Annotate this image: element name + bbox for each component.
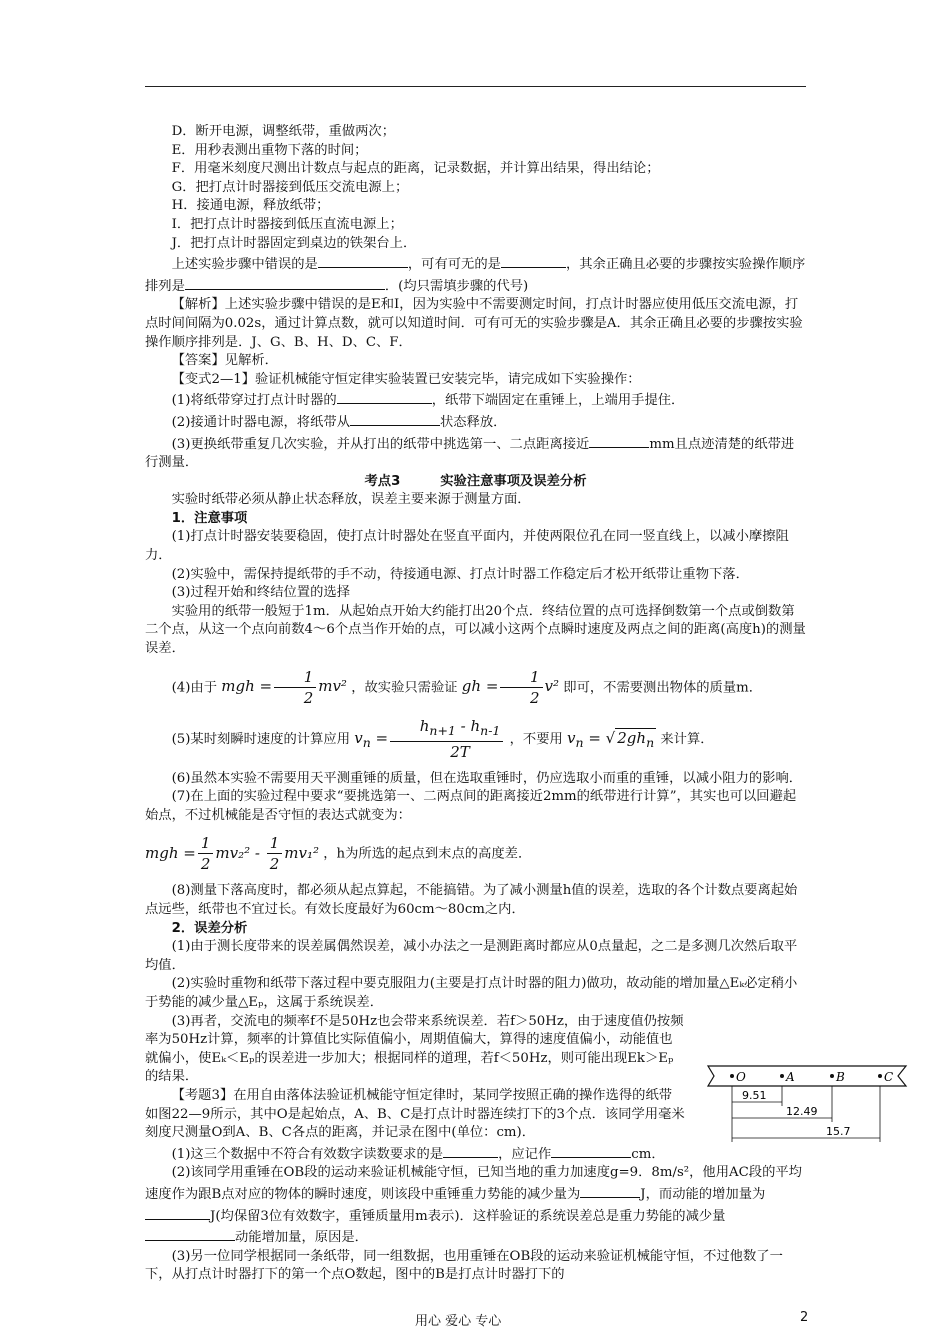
question-steps: 上述实验步骤中错误的是 ，可有可无的是 ，其余正确且必要的步骤按实验操作顺序排列是 ．(均只需填步骤的代号) xyxy=(145,253,806,296)
subheading-notes: 1．注意事项 xyxy=(171,510,248,526)
blank-exam-1a[interactable] xyxy=(443,1143,498,1158)
note-1: (1)打点计时器安装要稳固，使打点计时器处在竖直平面内，并使两限位孔在同一竖直线上，以减小摩擦阻力． xyxy=(145,529,789,564)
step-j: J．把打点计时器固定到桌边的铁架台上． xyxy=(171,235,417,251)
blank-exam-2b[interactable] xyxy=(145,1205,210,1220)
tape-point-c xyxy=(878,1074,882,1078)
note-3-detail: 实验用的纸带一般短于1m．从起始点开始大约能打出20个点．终结位置的点可选择倒数第一个点或倒数第二个点，从这一个点向前数4～6个点当作开始的点，可以减小这两个点瞬时速度及两点之间的距离(高度h)的测量误差． xyxy=(145,603,806,657)
error-2: (2)实验时重物和纸带下落过程中要克服阻力(主要是打点计时器的阻力)做功，故动能的增加量△Eₖ必定稍小于势能的减少量△Eₚ，这属于系统误差． xyxy=(145,976,798,1010)
step-h: H．接通电源，释放纸带； xyxy=(171,198,330,214)
formula-sqrt: $v_n$ = √ $2gh_n$ xyxy=(567,728,655,750)
analysis-text: 【解析】上述实验步骤中错误的是E和I，因为实验中不需要测定时间，打点计时器应使用低压交流电源，打点时间间隔为0.02s，通过计算点数，就可以知道时间．可有可无的实验步骤是A．其余正确且必要的步骤按实验操作顺序排列是．J、G、B、H、D、C、F． xyxy=(145,297,803,350)
variant-q2: (2)接通计时器电源，将纸带从 状态释放． xyxy=(145,411,806,433)
variant-q1: (1)将纸带穿过打点计时器的 ，纸带下端固定在重锤上，上端用手提住． xyxy=(145,389,806,411)
tape-distance-ob: 12.49 xyxy=(786,1105,818,1118)
formula-energy-diff: mgh = $\frac{1}{2}$ mv₂² - $\frac{1}{2}$ mv₁² xyxy=(145,834,319,874)
section-intro: 实验时纸带必须从静止状态释放，误差主要来源于测量方面． xyxy=(171,492,531,508)
tape-label-a: A xyxy=(786,1070,795,1084)
step-g: G．把打点计时器接到低压交流电源上； xyxy=(171,179,409,195)
answer-text: 【答案】见解析． xyxy=(171,353,278,369)
section-heading: 考点3 实验注意事项及误差分析 xyxy=(364,473,587,489)
subheading-errors: 2．误差分析 xyxy=(171,920,248,936)
note-4: (4)由于 mgh = $\frac{1}{2}$ mv² ，故实验只需验证 gh = $\frac{1}{2}$ v² 即可，不需要测出物体的质量m． xyxy=(171,667,763,707)
note-2: (2)实验中，需保持提纸带的手不动，待接通电源、打点计时器工作稳定后才松开纸带让重物下落． xyxy=(171,566,749,582)
formula-velocity: $v_n$ = $\frac{h_{n+1} - h_{n-1}}{2T}$ xyxy=(354,729,505,747)
blank-exam-2c[interactable] xyxy=(145,1226,235,1241)
blank-optional-steps[interactable] xyxy=(501,253,566,268)
step-e: E．用秒表测出重物下落的时间； xyxy=(171,142,368,158)
blank-order-steps[interactable] xyxy=(185,275,385,290)
exam-title: 【考题3】在用自由落体法验证机械能守恒定律时，某同学按照正确的操作选得的纸带如图22—9所示，其中O是起始点，A、B、C是打点计时器连续打下的3个点．该同学用毫米刻度尺测量O到A、B、C各点的距离，并记录在图中(单位：cm)． xyxy=(145,1087,685,1141)
blank-wrong-steps[interactable] xyxy=(318,253,408,268)
formula-verify: gh = $\frac{1}{2}$ v² xyxy=(461,667,560,707)
tape-distance-oc: 15.7 xyxy=(826,1125,851,1138)
note-7-formula: mgh = $\frac{1}{2}$ mv₂² - $\frac{1}{2}$ mv₁² ，h为所选的起点到末点的高度差． xyxy=(145,834,532,874)
tape-label-c: C xyxy=(884,1070,894,1084)
note-8: (8)测量下落高度时，都必须从起点算起，不能搞错。为了减小测量h值的误差，选取的各个计数点要离起始点远些，纸带也不宜过长。有效长度最好为60cm～80cm之内． xyxy=(145,883,798,917)
step-d: D．断开电源，调整纸带，重做两次； xyxy=(171,124,396,139)
variant-title: 【变式2—1】验证机械能守恒定律实验装置已安装完毕，请完成如下实验操作： xyxy=(171,371,641,387)
exam-q1: (1)这三个数据中不符合有效数字读数要求的是 ，应记作 cm． xyxy=(145,1143,806,1165)
note-3: (3)过程开始和终结位置的选择 xyxy=(171,585,350,601)
blank-exam-1b[interactable] xyxy=(551,1143,631,1158)
step-i: I．把打点计时器接到低压直流电源上； xyxy=(171,216,403,232)
note-7: (7)在上面的实验过程中要求“要挑选第一、二两点间的距离接近2mm的纸带进行计算”，其实也可以回避起始点，不过机械能是否守恒的表达式就变为： xyxy=(145,789,797,823)
paper-tape-figure xyxy=(702,1062,912,1152)
exam-q3: (3)另一位同学根据同一条纸带，同一组数据，也用重锤在OB段的运动来验证机械能守恒，不过他数了一下，从打点计时器打下的第一个点O数起，图中的B是打点计时器打下的 xyxy=(145,1248,783,1283)
exam-q2: (2)该同学用重锤在OB段的运动来验证机械能守恒，已知当地的重力加速度g=9．8m/s²，他用AC段的平均速度作为跟B点对应的物体的瞬时速度，则该段中重锤重力势能的减少量为 J，而动能的增加量为J(均保留3位有效数字，重锤质量用m表示)．这样验证的系统误差总是重力势能的减少量动能增加量，原因是． xyxy=(145,1165,802,1246)
blank-variant-3[interactable] xyxy=(589,433,649,448)
blank-variant-2[interactable] xyxy=(350,411,440,426)
page-number: 2 xyxy=(800,1310,809,1325)
variant-q3: (3)更换纸带重复几次实验，并从打出的纸带中挑选第一、二点距离接近 mm且点迹清楚的纸带进行测量． xyxy=(145,433,806,473)
step-f: F．用毫米刻度尺测出计数点与起点的距离，记录数据，并计算出结果，得出结论； xyxy=(171,161,660,177)
tape-label-o: O xyxy=(736,1070,746,1084)
blank-exam-2a[interactable] xyxy=(580,1183,640,1198)
error-3: (3)再者，交流电的频率f不是50Hz也会带来系统误差．若f＞50Hz，由于速度值仍按频率为50Hz计算，频率的计算值比实际值偏小，周期值偏大，算得的速度值偏小，动能值也就偏小，使Eₖ＜Eₚ的误差进一步加大；根据同样的道理，若f＜50Hz，则可能出现Ek＞Eₚ的结果． xyxy=(145,1013,684,1085)
footer-slogan: 用心 爱心 专心 xyxy=(415,1314,502,1329)
tape-point-b xyxy=(830,1074,834,1078)
tape-distance-oa: 9.51 xyxy=(742,1089,767,1102)
header-rule xyxy=(145,86,806,87)
tape-label-b: B xyxy=(836,1070,845,1084)
error-1: (1)由于测长度带来的误差属偶然误差，减小办法之一是测距离时都应从0点量起，之二是多测几次然后取平均值． xyxy=(145,939,798,973)
tape-point-o xyxy=(730,1074,734,1078)
note-5: (5)某时刻瞬时速度的计算应用 $v_n$ = $\frac{h_{n+1} - h_{n-1}}{2T}$ ，不要用 $v_n$ = √ $2gh_n$ 来计算． xyxy=(171,716,714,761)
blank-variant-1[interactable] xyxy=(337,389,432,404)
formula-energy: mgh = $\frac{1}{2}$ mv² xyxy=(221,667,347,707)
note-6: (6)虽然本实验不需要用天平测重锤的质量，但在选取重锤时，仍应选取小而重的重锤，以减小阻力的影响． xyxy=(171,770,803,786)
tape-point-a xyxy=(780,1074,784,1078)
